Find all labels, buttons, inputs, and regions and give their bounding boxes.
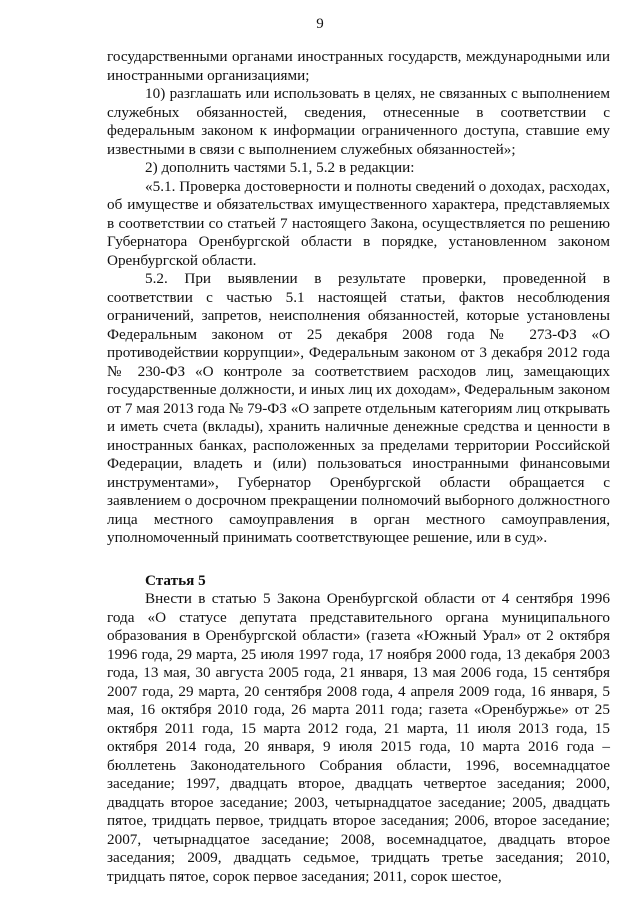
article-heading: Статья 5: [145, 571, 206, 589]
paragraph-part-5-1: «5.1. Проверка достоверности и полноты сведений о доходах, расходах, об имуществе и обязательствах имущественного характера, представляемых в соответствии со статьей 7 настоящего Закона, осуществляется по решению Губернатора Оренбургской области в порядке, установленном законом Оренбургской области.: [107, 177, 610, 269]
paragraph-part-5-2: 5.2. При выявлении в результате проверки, проведенной в соответствии с частью 5.1 настоящей статьи, фактов несоблюдения ограничений, запретов, неисполнения обязанностей, которые установлены Федеральным законом от 25 декабря 2008 года № 273-ФЗ «О противодействии коррупции», Федеральным законом от 3 декабря 2012 года № 230-ФЗ «О контроле за соответствием расходов лиц, замещающих государственные должности, и иных лиц их доходам», Федеральным законом от 7 мая 2013 года № 79-ФЗ «О запрете отдельным категориям лиц открывать и иметь счета (вклады), хранить наличные денежные средства и ценности в иностранных банках, расположенных за пределами территории Российской Федерации, владеть и (или) пользоваться иностранными финансовыми инструментами», Губернатор Оренбургской области обращается с заявлением о досрочном прекращении полномочий выборного должностного лица местного самоуправления в орган местного самоуправления, уполномоченный принимать соответствующее решение, или в суд».: [107, 270, 610, 546]
paragraph-amendment-intro: 2) дополнить частями 5.1, 5.2 в редакции:: [145, 159, 415, 176]
page-number: 9: [316, 16, 324, 32]
paragraph-item-10: 10) разглашать или использовать в целях, не связанных с выполнением служебных обязанностей, сведения, отнесенные в соответствии с федеральным законом к информации ограниченного доступа, ставшие ему известными в связи с выполнением служебных обязанностей»;: [107, 85, 610, 158]
article-text: Внести в статью 5 Закона Оренбургской области от 4 сентября 1996 года «О статусе депутата представительного органа муниципального образования в Оренбургской области» (газета «Южный Урал» от 2 октября 1996 года, 29 марта, 25 июля 1997 года, 17 ноября 2000 года, 13 декабря 2003 года, 13 мая, 30 августа 2005 года, 21 января, 13 мая 2006 года, 15 сентября 2007 года, 29 марта, 20 сентября 2008 года, 4 апреля 2009 года, 16 января, 5 мая, 16 октября 2010 года, 26 марта 2011 года; газета «Оренбуржье» от 25 октября 2011 года, 15 марта 2012 года, 21 марта, 11 июля 2013 года, 15 октября 2014 года, 20 января, 9 июля 2015 года, 10 марта 2016 года – бюллетень Законодательного Собрания области, 1996, восемнадцатое заседание; 1997, двадцать второе, двадцать четвертое заседания; 2000, двадцать второе заседание; 2003, четырнадцатое заседание; 2005, двадцать пятое, тридцать первое, тридцать второе заседания; 2006, второе заседание; 2007, четырнадцатое заседание; 2008, восемнадцатое, двадцать второе заседания; 2009, двадцать седьмое, тридцать третье заседания; 2010, тридцать пятое, сорок первое заседания; 2011, сорок шестое,: [107, 590, 610, 885]
paragraph-continuation: государственными органами иностранных государств, международными или иностранными организациями;: [107, 48, 610, 84]
section-spacer: [107, 548, 610, 560]
document-body: [107, 48, 610, 886]
